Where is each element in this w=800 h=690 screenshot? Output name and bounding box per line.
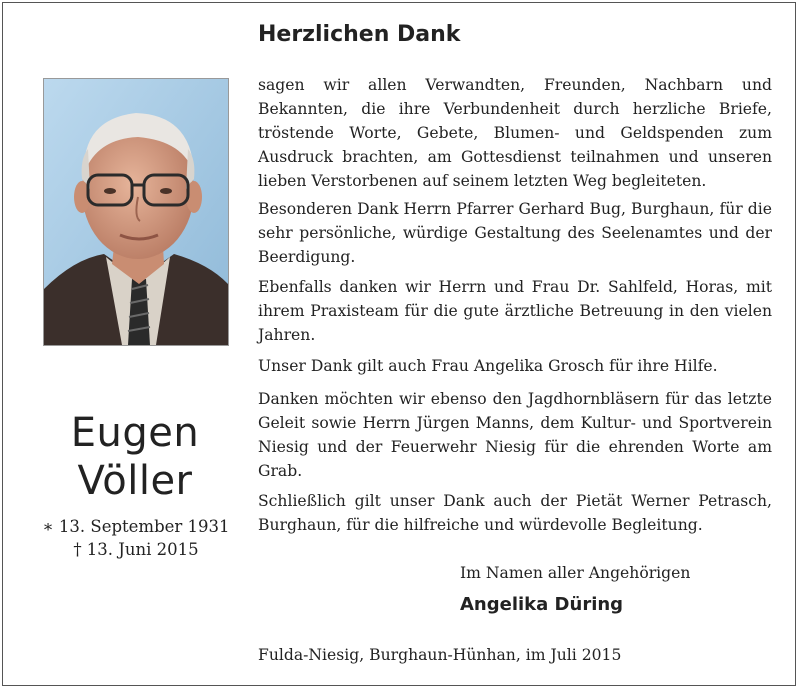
place-date: Fulda-Niesig, Burghaun-Hünhan, im Juli 2015	[258, 646, 622, 664]
paragraph-pastor: Besonderen Dank Herrn Pfarrer Gerhard Bug, Burghaun, für die sehr persönliche, würdige Gestaltung des Seelenamtes und der Beerdigung.	[258, 200, 772, 266]
paragraph-help: Unser Dank gilt auch Frau Angelika Grosch für ihre Hilfe.	[258, 357, 718, 375]
deceased-last-name: Völler	[77, 458, 193, 504]
signature-label: Im Namen aller Angehörigen	[460, 564, 691, 582]
signature-name: Angelika Düring	[460, 594, 624, 615]
birth-date: ∗ 13. September 1931	[42, 517, 230, 536]
paragraph-funeral-home: Schließlich gilt unser Dank auch der Pietät Werner Petrasch, Burghaun, für die hilfreiche und würdevolle Begleitung.	[258, 492, 772, 534]
page-title: Herzlichen Dank	[258, 22, 461, 47]
paragraph-hunters: Danken möchten wir ebenso den Jagdhornbläsern für das letzte Geleit sowie Herrn Jürgen Manns, dem Kultur- und Sportverein Niesig und der Feuerwehr Niesig für die ehrenden Worte am Grab.	[258, 390, 772, 480]
death-date: † 13. Juni 2015	[73, 540, 199, 559]
portrait-icon	[44, 79, 228, 345]
portrait-photo	[43, 78, 229, 346]
deceased-first-name: Eugen	[70, 410, 200, 456]
paragraph-thanks: sagen wir allen Verwandten, Freunden, Nachbarn und Bekannten, die ihre Verbundenheit durch herzliche Briefe, tröstende Worte, Gebete, Blumen- und Geldspenden zum Ausdruck brachten, am Gottesdienst teilnahmen und unseren lieben Verstorbenen auf seinem letzten Weg begleiteten.	[258, 76, 772, 190]
paragraph-doctor: Ebenfalls danken wir Herrn und Frau Dr. Sahlfeld, Horas, mit ihrem Praxisteam für die gute ärztliche Betreuung in den vielen Jahren.	[258, 278, 772, 344]
